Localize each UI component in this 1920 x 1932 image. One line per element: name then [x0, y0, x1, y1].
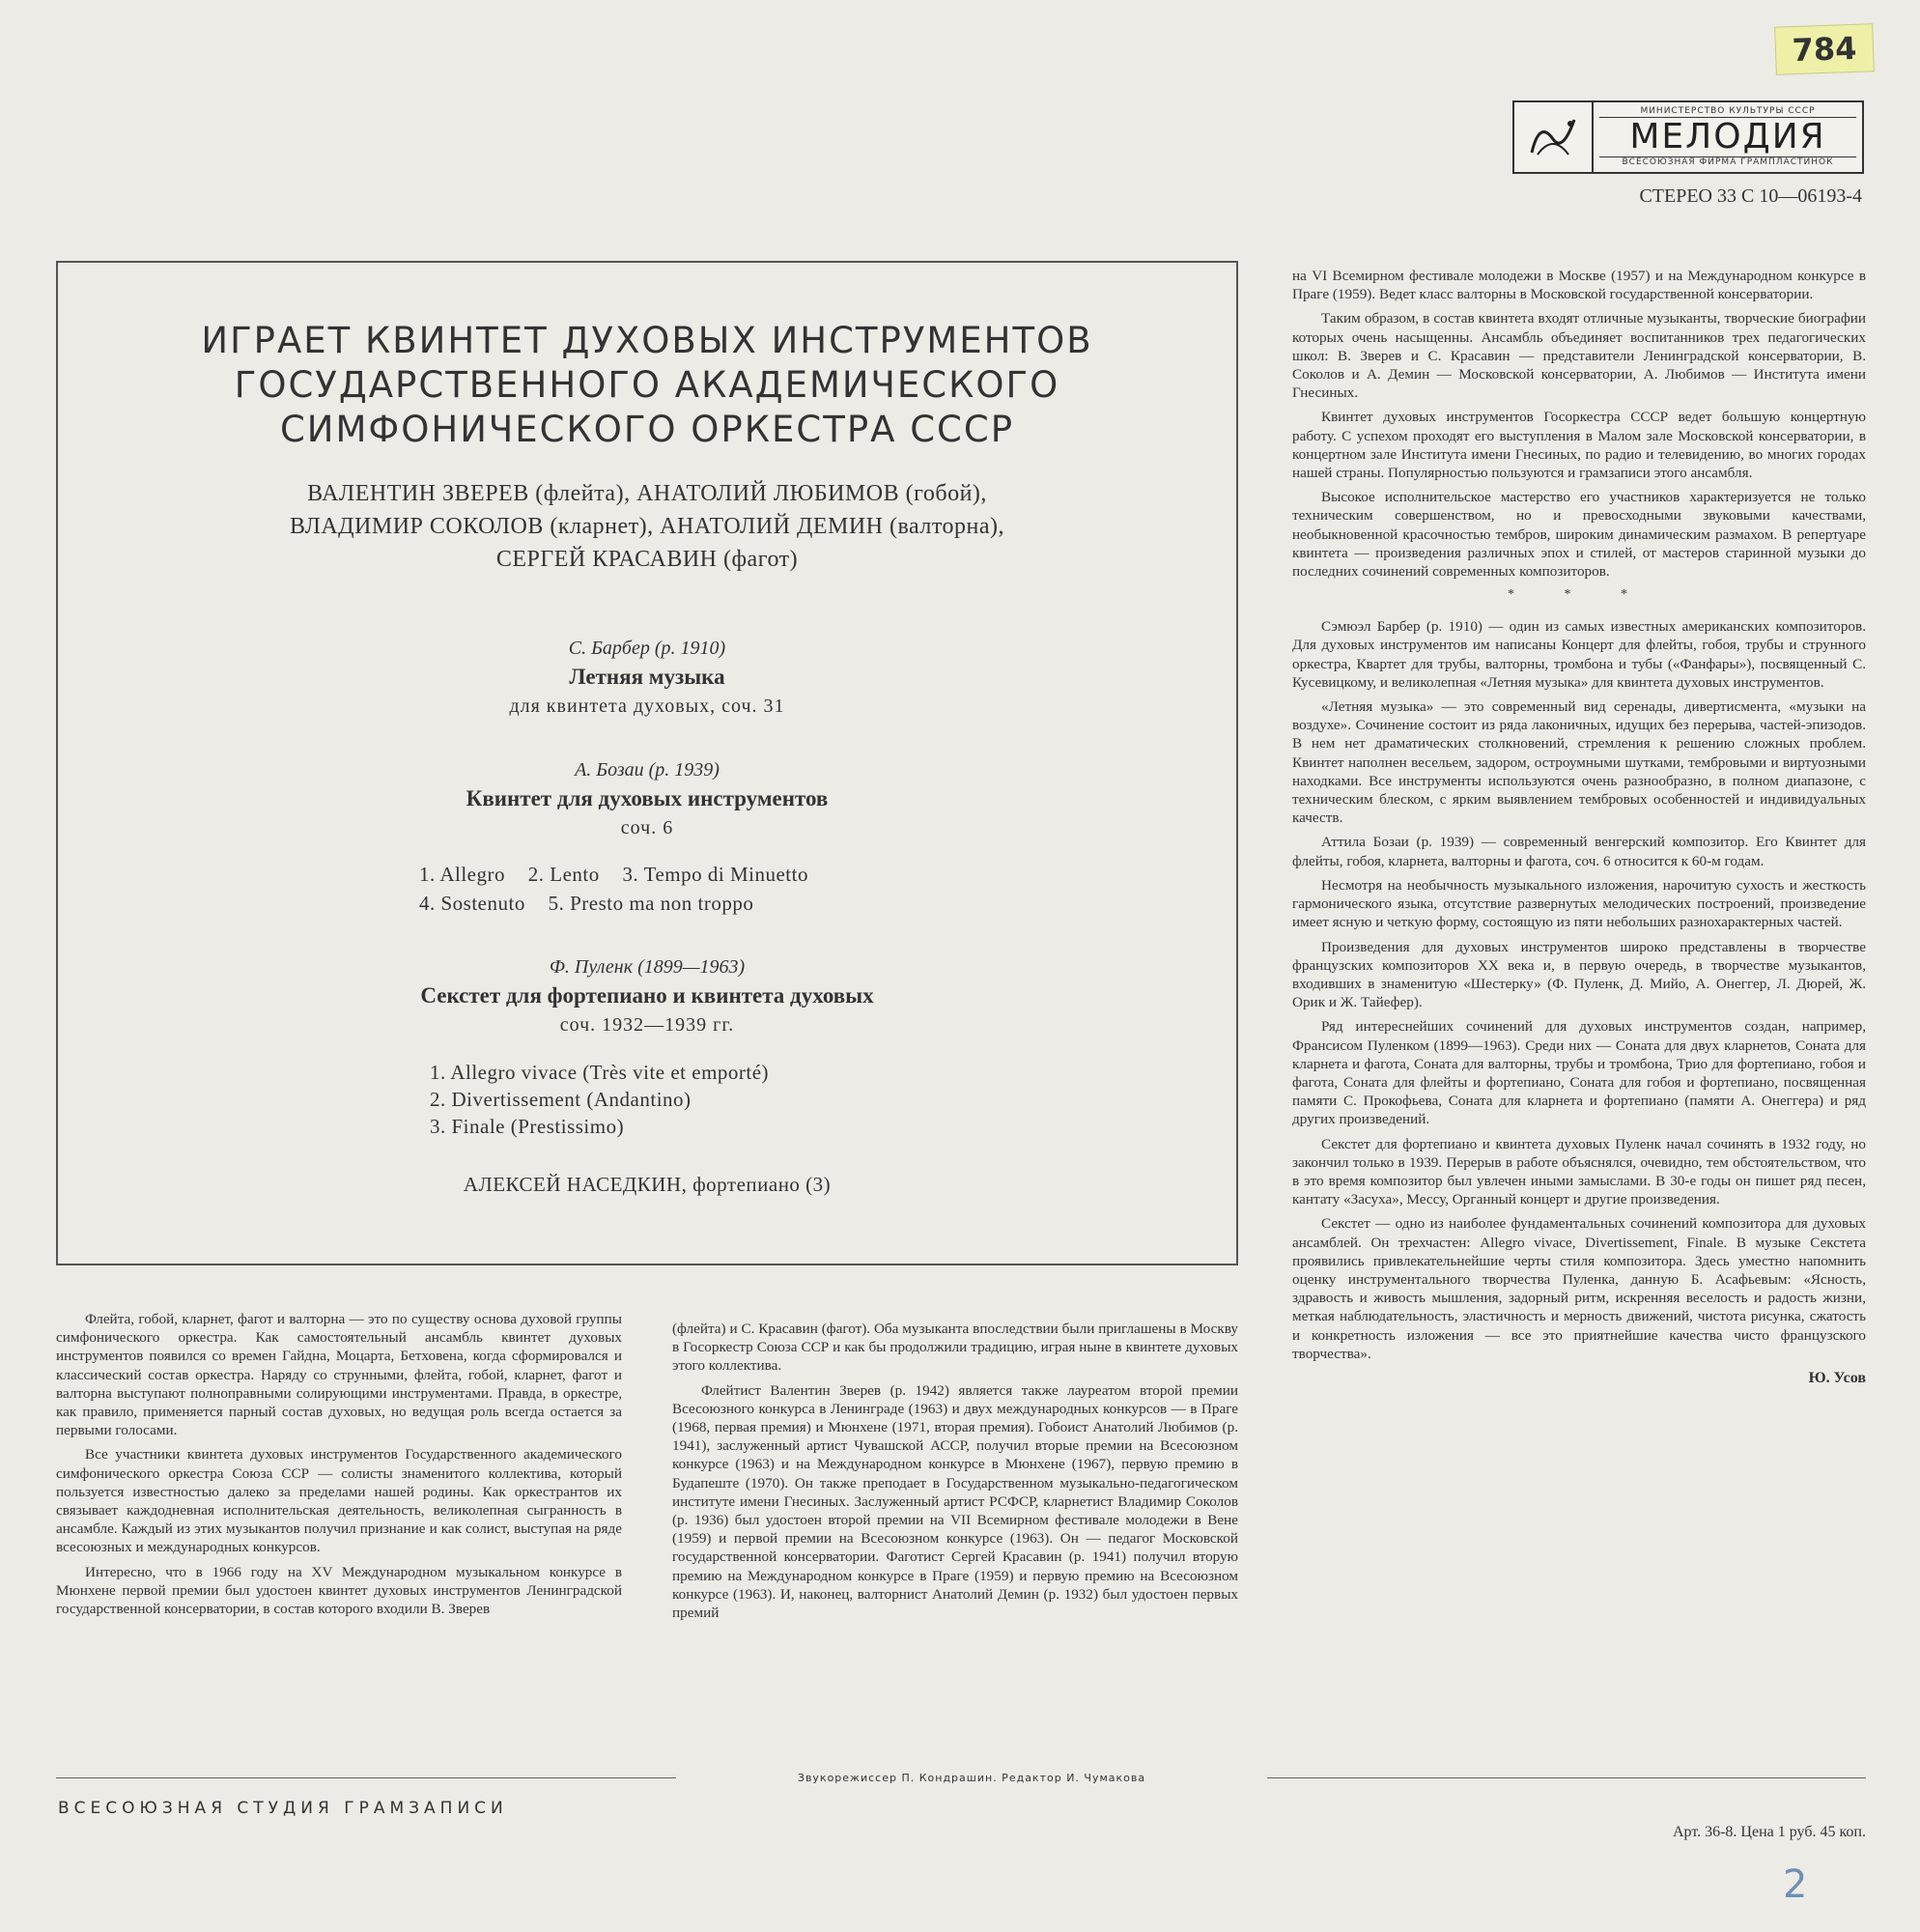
bozay-movements: [419, 860, 826, 918]
work-composer: Ф. Пуленк (1899—1963): [549, 956, 746, 978]
paragraph: (флейта) и С. Красавин (фагот). Оба музыканта впоследствии были приглашены в Москву в Госоркестр Союза ССР и как бы продолжили традицию, играя ныне в квинтете духовых этого коллектива.: [672, 1321, 1238, 1375]
pencil-mark: 2: [1783, 1862, 1808, 1907]
headline-line: ИГРАЕТ КВИНТЕТ ДУХОВЫХ ИНСТРУМЕНТОВ: [201, 320, 1093, 361]
movement: 3. Finale (Prestissimo): [430, 1115, 625, 1138]
paragraph: Сэмюэл Барбер (р. 1910) — один из самых известных американских композиторов. Для духовых инструментов им написаны Концерт для флейты, гобоя, трубы и струнного оркестра, Квартет для трубы, валторны, тромбона и тубы («Фанфары»), посвященный С. Кусевицкому, и великолепная «Летняя музыка» для квинтета духовых инструментов.: [1292, 618, 1866, 691]
paragraph: Секстет для фортепиано и квинтета духовых Пуленк начал сочинять в 1932 году, но закончил только в 1939. Перерыв в работе объяснялся, очевидно, тем обстоятельством, что в это время композитор был увлечен иными замыслами. В 30-е годы он пишет ряд песен, кантату «Засуха», Мессу, Органный концерт и другие произведения.: [1292, 1135, 1866, 1208]
poulenc-movements: [430, 1059, 769, 1140]
work-composer: А. Бозаи (р. 1939): [575, 759, 720, 781]
paragraph: Флейтист Валентин Зверев (р. 1942) является также лауреатом второй премии Всесоюзного конкурса в Ленинграде (1963) и двух международных конкурсов — в Праге (1968, первая премия) и Мюнхене (1971, вторая премия). Гобоист Анатолий Любимов (р. 1941), заслуженный артист Чувашской АССР, получил вторые премии на Всесоюзном конкурсе (1963) и на Международном конкурсе в Мюнхене (1967), первую премию в Будапеште (1970). Он также преподает в Государственном музыкально-педагогическом институте имени Гнесиных. Заслуженный артист РСФСР, кларнетист Владимир Соколов (р. 1936) был удостоен второй премии на VII Всемирном фестивале молодежи в Вене (1959) и первой премии на Всесоюзном конкурсе (1963). Он — педагог Московской государственной консерватории. Фаготист Сергей Красавин (р. 1941) получил вторую премию на Международном конкурсе в Праге (1959) и первую премию на Всесоюзном конкурсе (1963). И, наконец, валторнист Анатолий Демин (р. 1932) был удостоен первых премий: [672, 1381, 1238, 1622]
program-box: [56, 261, 1238, 1265]
melodiya-logo: [1512, 100, 1864, 174]
paragraph: Флейта, гобой, кларнет, фагот и валторна — это по существу основа духовой группы симфонического оркестра. Как самостоятельный ансамбль квинтет духовых инструментов появился со времен Гайдна, Моцарта, Бетховена, когда сформировался и классический состав оркестра. Наряду со струнными, флейта, гобой, кларнет, фагот и валторна выступают полноправными солирующими инструментами. Правда, в оркестре, как правило, применяется парный состав духовых, но ведущая роль всегда остается за первыми голосами.: [56, 1311, 622, 1439]
notes-column-3: [1292, 267, 1866, 1387]
headline: [58, 319, 1236, 452]
performers-line: ВЛАДИМИР СОКОЛОВ (кларнет), АНАТОЛИЙ ДЕМИН (валторна),: [289, 514, 1005, 539]
movement: 2. Lento: [527, 863, 600, 886]
work-subtitle: для квинтета духовых, соч. 31: [509, 696, 785, 717]
paragraph: Интересно, что в 1966 году на XV Международном музыкальном конкурсе в Мюнхене первой премии был удостоен квинтет духовых инструментов Ленинградской государственной консерватории, в состав которого входили В. Зверев: [56, 1563, 622, 1618]
pianist: АЛЕКСЕЙ НАСЕДКИН, фортепиано (3): [463, 1173, 832, 1196]
work-composer: С. Барбер (р. 1910): [568, 638, 726, 659]
inventory-sticker: 784: [1774, 23, 1875, 75]
work-title: Квинтет для духовых инструментов: [466, 786, 829, 810]
movement: 1. Allegro vivace (Très vite et emporté): [430, 1061, 770, 1084]
performers-line: СЕРГЕЙ КРАСАВИН (фагот): [495, 547, 799, 572]
section-divider: * * *: [1508, 587, 1651, 603]
paragraph: Ряд интереснейших сочинений для духовых инструментов создан, например, Франсисом Пуленком (1899—1963). Среди них — Соната для двух кларнетов, Соната для кларнета и фагота, Соната для валторны, трубы и тромбона, Трио для фортепиано, гобоя и фагота, Соната для флейты и фортепиано, Соната для гобоя и фортепиано, посвященная памяти С. Прокофьева, Соната для кларнета и фортепиано (памяти А. Онеггера) и ряд других произведений.: [1292, 1018, 1866, 1128]
paragraph: Квинтет духовых инструментов Госоркестра СССР ведет большую концертную работу. С успехом проходят его выступления в Малом зале Московской консерватории, в концертном зале Института имени Гнесиных, по радио и телевидению, во многих городах нашей страны. Популярностью пользуются и грамзаписи этого ансамбля.: [1292, 409, 1866, 482]
paragraph: Высокое исполнительское мастерство его участников характеризуется не только техническим совершенством, но и превосходными звуковыми качествами, необыкновенной красочностью тембров, широким динамическим размахом. В репертуаре квинтета — произведения различных эпох и стилей, от мастеров старинной музыки до последних сочинений современных композиторов.: [1292, 489, 1866, 581]
paragraph: Аттила Бозаи (р. 1939) — современный венгерский композитор. Его Квинтет для флейты, гобоя, кларнета, валторны и фагота, соч. 6 относится к 60-м годам.: [1292, 834, 1866, 869]
paragraph: Произведения для духовых инструментов широко представлены в творчестве французских композиторов XX века и, в первую очередь, в творчестве музыкантов, входивших в знаменитую «Шестерку» (Ф. Пуленк, Д. Мийо, А. Онеггер, Л. Дюрей, Ж. Орик и Ж. Тайефер).: [1292, 938, 1866, 1011]
paragraph: Несмотря на необычность музыкального изложения, нарочитую сухость и жесткость гармонического языка, отсутствие развернутых мелодических построений, произведение имеет ясную и четкую форму, состоящую из пяти небольших разнохарактерных частей.: [1292, 876, 1866, 931]
movement: 3. Tempo di Minuetto: [622, 863, 808, 886]
paragraph: Все участники квинтета духовых инструментов Государственного академического симфонического оркестра Союза ССР — солисты знаменитого коллектива, который пользуется известностью далеко за пределами нашей родины. Как оркестрантов их связывает каждодневная исполнительская деятельность, великолепная сыгранность в ансамбле. Каждый из этих музыкантов получил признание и как солист, выступая на ряде всесоюзных и международных конкурсов.: [56, 1446, 622, 1556]
performers-line: ВАЛЕНТИН ЗВЕРЕВ (флейта), АНАТОЛИЙ ЛЮБИМОВ (гобой),: [307, 481, 987, 506]
author-signature: Ю. Усов: [1808, 1369, 1866, 1386]
movement: 4. Sostenuto: [419, 892, 525, 915]
work-subtitle: соч. 6: [620, 817, 674, 838]
logo-brand: МЕЛОДИЯ: [1599, 117, 1856, 157]
catalog-number: СТЕРЕО 33 С 10—06193-4: [1639, 185, 1862, 207]
headline-line: ГОСУДАРСТВЕННОГО АКАДЕМИЧЕСКОГО: [234, 364, 1060, 406]
price: Арт. 36-8. Цена 1 руб. 45 коп.: [1672, 1824, 1866, 1840]
work-title: Летняя музыка: [569, 665, 725, 689]
work-barber: [58, 634, 1236, 721]
work-bozay: [58, 755, 1236, 842]
work-subtitle: соч. 1932—1939 гг.: [559, 1014, 735, 1036]
logo-firm: ВСЕСОЮЗНАЯ ФИРМА ГРАМПЛАСТИНОК: [1622, 157, 1834, 167]
paragraph: Таким образом, в состав квинтета входят отличные музыканты, творческие биографии которых очень насыщенны. Ансамбль объединяет воспитанников трех педагогических школ: В. Зверев и С. Красавин — представители Ленинградской консерватории, В. Соколов и А. Демин — Московской консерватории, А. Любимов — Института имени Гнесиных.: [1292, 310, 1866, 402]
work-title: Секстет для фортепиано и квинтета духовых: [420, 983, 874, 1008]
paragraph: «Летняя музыка» — это современный вид серенады, дивертисмента, «музыки на воздухе». Сочинение состоит из ряда лаконичных, идущих без перерыва, частей-эпизодов. В нем нет драматических столкновений, стремления к решению сложных проблем. Квинтет наполнен весельем, задором, остроумными шутками, тембровыми и виртуозными находками. Все инструменты используются очень разнообразно, в полном диапазоне, с техническим блеском, с ярким выявлением тембровых особенностей и индивидуальных качеств.: [1292, 698, 1866, 827]
paragraph: на VI Всемирном фестивале молодежи в Москве (1957) и на Международном конкурсе в Праге (1959). Ведет класс валторны в Московской государственной консерватории.: [1292, 268, 1866, 303]
performers: [58, 477, 1236, 576]
work-poulenc: [58, 952, 1236, 1039]
movement: 5. Presto ma non troppo: [548, 892, 754, 915]
melodiya-emblem-icon: [1514, 102, 1594, 172]
notes-column-1: [56, 1310, 622, 1624]
movement: 2. Divertissement (Andantino): [430, 1088, 692, 1111]
paragraph: Секстет — одно из наиболее фундаментальных сочинений композитора для духовых ансамблей. Он трехчастен: Allegro vivace, Divertissement, Finale. В музыке Секстета проявились привлекательнейшие черты стиля композитора. Здесь уместно напомнить оценку инструментального творчества Пуленка, данную Б. Асафьевым: «Ясность, здравость и живость мышления, задорный ритм, искренняя веселость и радость жизни, меткая наблюдательность, эластичность и мерность движений, чистота рисунка, сжатость и конкретность изложения — все это приятнейшие качества чисто французского творчества».: [1292, 1215, 1866, 1362]
movement: 1. Allegro: [419, 863, 505, 886]
studio-name: ВСЕСОЮЗНАЯ СТУДИЯ ГРАМЗАПИСИ: [58, 1799, 508, 1818]
logo-ministry: МИНИСТЕРСТВО КУЛЬТУРЫ СССР: [1640, 106, 1816, 116]
notes-column-2: [672, 1320, 1238, 1628]
credits: Звукорежиссер П. Кондрашин. Редактор И. Чумакова: [676, 1772, 1267, 1784]
headline-line: СИМФОНИЧЕСКОГО ОРКЕСТРА СССР: [279, 409, 1015, 450]
